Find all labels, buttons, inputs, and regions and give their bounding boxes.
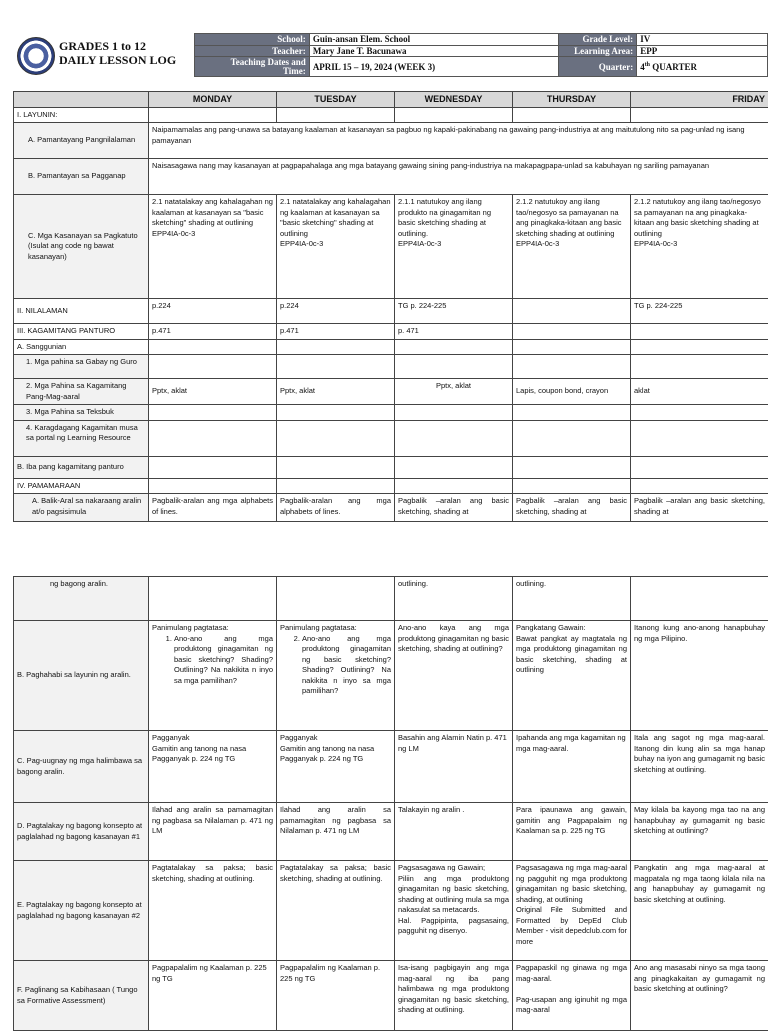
day-wednesday: WEDNESDAY: [395, 92, 513, 108]
day-monday: MONDAY: [149, 92, 277, 108]
days-header-row: [14, 92, 768, 108]
row-pag-uugnay: C. Pag-uugnay ng mga halimbawa sa bagong aralin. Pagganyak Gamitin ang tanong na nasa Pagganyak p. 224 ng TG Pagganyak Gamitin ang tanong na nasa Pagganyak p. 224 ng TG Basahin ang Alamin Natin p. 471 ng LM Ipahanda ang mga kagamitan ng mga mag-aaral. Itala ang sagot ng mga mag-aaral. Itanong din kung alin sa mga hanap buhay na iyon ang gumagamit ng basic sketching at outlining.: [14, 731, 768, 803]
deped-seal-icon: [17, 37, 55, 75]
dates-value: APRIL 15 – 19, 2024 (WEEK 3): [309, 57, 558, 77]
row-pamantayan-sa-pagganap: B. Pamantayan sa Pagganap Naisasagawa nang may kasanayan at pagpapahalaga ang mga batayang gawaing sining pang-industriya na makapagpapa-unlad sa kabuhayan ng sariling pamayanan: [14, 159, 768, 195]
row-karagdagang-kagamitan: 4. Karagdagang Kagamitan musa sa portal ng Learning Resource: [14, 420, 768, 456]
area-value: EPP: [637, 45, 768, 57]
row-teksbuk: 3. Mga Pahina sa Teksbuk: [14, 405, 768, 421]
document-title: GRADES 1 to 12 DAILY LESSON LOG: [59, 39, 176, 67]
row-kagamitang-mag-aaral: 2. Mga Pahina sa Kagamitang Pang-Mag-aaral Pptx, aklat Pptx, aklat Pptx, aklat Lapis, coupon bond, crayon aklat: [14, 379, 768, 405]
row-gabay-ng-guro: 1. Mga pahina sa Gabay ng Guro: [14, 355, 768, 379]
row-kasanayan: C. Mga Kasanayan sa Pagkatuto (Isulat ang code ng bawat kasanayan) 2.1 natatalakay ang kahalagahan ng kaalaman at kasanayan sa "basic sketching" shading at outlining EPP4IA-0c-3 2.1 natatalakay ang kahalagahan ng kaalaman at kasanayan sa "basic sketching" shading at outlining EPP4IA-0c-3 2.1.1 natutukoy ang ilang produkto na ginagamitan ng basic sketching shading at outlining. EPP4IA-0c-3 2.1.2 natutukoy ang ilang tao/negosyo sa pamayanan na ang pinagkaka-kitaan ang basic sketching shading at outlining EPP4IA-0c-3 2.1.2 natutukoy ang ilang tao/negosyo sa pamayanan na ang pinagkaka-kitaan ang basic sketching shading at outlining EPP4IA-0c-3: [14, 195, 768, 299]
row-pamantayang-pangnilalaman: A. Pamantayang Pangnilalaman Naipamamalas ang pang-unawa sa batayang kaalaman at kasanayan sa pagbuo ng kapaki-pakinabang na gawaing pang-industriya at ang maitutulong nito sa pag-unlad ng isang pamayanan: [14, 123, 768, 159]
row-paghahabi: B. Paghahabi sa layunin ng aralin. Panimulang pagtatasa: 1. Ano-ano ang mga produktong ginagamitan ng basic sketching? Shading? Outlining? Na nakikita n inyo sa mga pamilihan? Panimulang pagtatasa: 2. Ano-ano ang mga produktong ginagamitan ng basic sketching? Shading? Outlining? Na nakikita n inyo sa mga pamilihan? Ano-ano kaya ang mga produktong ginagamitan ng basic sketching, shading at outlining? Pangkatang Gawain: Bawat pangkat ay magtatala ng mga produktong ginagamitan ng basic sketching, shading at outlining Itanong kung ano-anong hanapbuhay ng mga Pilipino.: [14, 621, 768, 731]
grade-value: IV: [637, 34, 768, 46]
lesson-log-header: [13, 33, 768, 77]
row-iba-pang-kagamitan: B. Iba pang kagamitang panturo: [14, 456, 768, 478]
header-info-grid: School: Guin-ansan Elem. School Grade Level: IV Teacher: Mary Jane T. Bacunawa Learning Area: EPP Teaching Dates and Time: APRIL 15 – 19, 2024 (WEEK 3) Quarter: 4th QUARTER: [194, 33, 768, 77]
day-friday: FRIDAY: [631, 92, 768, 108]
school-value: Guin-ansan Elem. School: [309, 34, 558, 46]
row-sanggunian: A. Sanggunian: [14, 339, 768, 355]
row-pamamaraan: IV. PAMAMARAAN: [14, 478, 768, 494]
row-balik-aral-continued: ng bagong aralin. outlining. outlining.: [14, 577, 768, 621]
row-paglinang-sa-kabihasaan: F. Paglinang sa Kabihasaan ( Tungo sa Formative Assessment) Pagpapalalim ng Kaalaman p. 225 ng TG Pagpapalalim ng Kaalaman p. 225 ng TG Isa-isang pagbigayin ang mga mag-aaral ng iba pang halimbawa ng mga produktong ginagamitan ng basic sketching, shading at outlining. Pagpapaskil ng ginawa ng mga mag-aaral. Pag-usapan ang iginuhit ng mga mag-aaral Ano ang masasabi ninyo sa mga taong ang pinagkakaitan ay gumagamit ng basic sketching at outlining?: [14, 961, 768, 1031]
lesson-table-part2: [13, 576, 768, 1031]
day-tuesday: TUESDAY: [277, 92, 395, 108]
row-kagamitang-panturo: III. KAGAMITANG PANTURO p.471 p.471 p. 471: [14, 324, 768, 340]
lesson-table-part1: [13, 91, 768, 522]
day-thursday: THURSDAY: [513, 92, 631, 108]
teacher-value: Mary Jane T. Bacunawa: [309, 45, 558, 57]
row-pagtalakay-2: E. Pagtalakay ng bagong konsepto at paglalahad ng bagong kasanayan #2 Pagtatalakay sa paksa; basic sketching, shading at outlining. Pagtatalakay sa paksa; basic sketching, shading at outlining. Pagsasagawa ng Gawain; Piliin ang mga produktong ginagamitan ng basic sketching, shading at outlining mula sa mga nakasulat sa metacards. Hal. Pagpipinta, pagsasaing, pagguhit ng disenyo. Pagsasagawa ng mga mag-aaral ng pagguhit ng mga produktong ginagamitan ng basic sketching, shading, at outlining Original File Submitted and Formatted by DepEd Club Member - visit depedclub.com for more Pangkatin ang mga mag-aaral at magpatala ng mga taong kilala nila na ang hanapbuhay ay gumagamit ng basic sketching at outlining.: [14, 861, 768, 961]
quarter-value: 4th QUARTER: [637, 57, 768, 77]
row-balik-aral: A. Balik-Aral sa nakaraang aralin at/o pagsisimula Pagbalik-aralan ang mga alphabets of lines. Pagbalik-aralan ang mga alphabets of lines. Pagbalik –aralan ang basic sketching, shading at Pagbalik –aralan ang basic sketching, shading at Pagbalik –aralan ang basic sketching, shading at: [14, 494, 768, 522]
row-nilalaman: II. NILALAMAN p.224 p.224 TG p. 224-225 TG p. 224-225: [14, 299, 768, 324]
row-pagtalakay-1: D. Pagtalakay ng bagong konsepto at paglalahad ng bagong kasanayan #1 Ilahad ang aralin sa pamamagitan ng pagbasa sa Nilalaman p. 471 ng LM Ilahad ang aralin sa pamamagitan ng pagbasa sa Nilalaman p. 471 ng LM Talakayin ng aralin . Para ipaunawa ang gawain, gamitin ang Pagpapalaim ng Kaalaman sa p. 225 ng TG May kilala ba kayong mga tao na ang hanapbuhay ay gumagamit ng basic sketching at outlining?: [14, 803, 768, 861]
section-layunin: I. LAYUNIN:: [14, 107, 768, 123]
